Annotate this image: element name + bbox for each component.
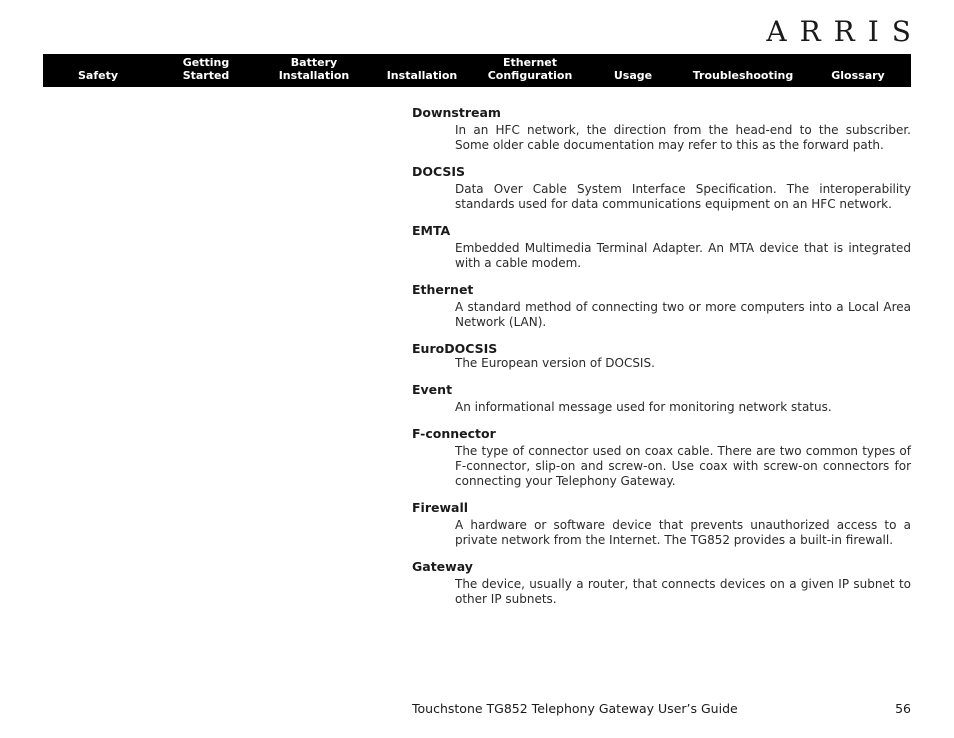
glossary-entry [412, 426, 911, 489]
page-footer [412, 701, 911, 716]
glossary-entry [412, 500, 911, 548]
arris-logo: ARRIS [766, 15, 924, 48]
glossary-definition: A standard method of connecting two or more computers into a Local Area Network (LAN). [455, 300, 911, 329]
glossary-definition: The device, usually a router, that connects devices on a given IP subnet to other IP subnets. [455, 577, 911, 606]
glossary-definition: Data Over Cable System Interface Specification. The interoperability standards used for data communications equipment on an HFC network. [455, 182, 911, 211]
nav-usage[interactable]: Usage [613, 69, 653, 82]
glossary-entry [412, 382, 911, 415]
glossary-definition: A hardware or software device that prevents unauthorized access to a private network from the Internet. The TG852 provides a built-in firewall. [455, 518, 911, 547]
glossary-term: Ethernet [412, 282, 474, 297]
glossary-content [412, 105, 911, 618]
nav-safety[interactable]: Safety [77, 69, 119, 82]
nav-ethernet-configuration[interactable]: Ethernet Configuration [487, 56, 573, 82]
nav-battery-installation[interactable]: Battery Installation [278, 56, 350, 82]
top-navigation [43, 54, 911, 87]
nav-installation[interactable]: Installation [386, 69, 458, 82]
glossary-term: DOCSIS [412, 164, 466, 179]
glossary-term: Event [412, 382, 453, 397]
nav-glossary[interactable]: Glossary [831, 69, 885, 82]
glossary-entry [412, 105, 911, 153]
nav-troubleshooting[interactable]: Troubleshooting [692, 69, 794, 82]
document-title: Touchstone TG852 Telephony Gateway User’s Guide [412, 701, 738, 716]
glossary-entry [412, 559, 911, 607]
glossary-term: EuroDOCSIS [412, 341, 498, 356]
glossary-entry [412, 341, 911, 371]
page-number: 56 [895, 701, 911, 716]
glossary-term: Downstream [412, 105, 501, 120]
glossary-entry [412, 282, 911, 330]
glossary-term: EMTA [412, 223, 451, 238]
glossary-entry [412, 223, 911, 271]
glossary-term: Gateway [412, 559, 473, 574]
glossary-entry [412, 164, 911, 212]
glossary-definition: Embedded Multimedia Terminal Adapter. An MTA device that is integrated with a cable modem. [455, 241, 911, 270]
glossary-term: F-connector [412, 426, 496, 441]
glossary-term: Firewall [412, 500, 469, 515]
nav-getting-started[interactable]: Getting Started [182, 56, 230, 82]
glossary-definition: An informational message used for monitoring network status. [455, 400, 832, 414]
glossary-definition: The European version of DOCSIS. [455, 356, 655, 370]
glossary-definition: The type of connector used on coax cable. There are two common types of F-connector, slip-on and screw-on. Use coax with screw-on connectors for connecting your Telephony Gateway. [455, 444, 911, 488]
glossary-definition: In an HFC network, the direction from the head-end to the subscriber. Some older cable documentation may refer to this as the forward path. [455, 123, 911, 152]
